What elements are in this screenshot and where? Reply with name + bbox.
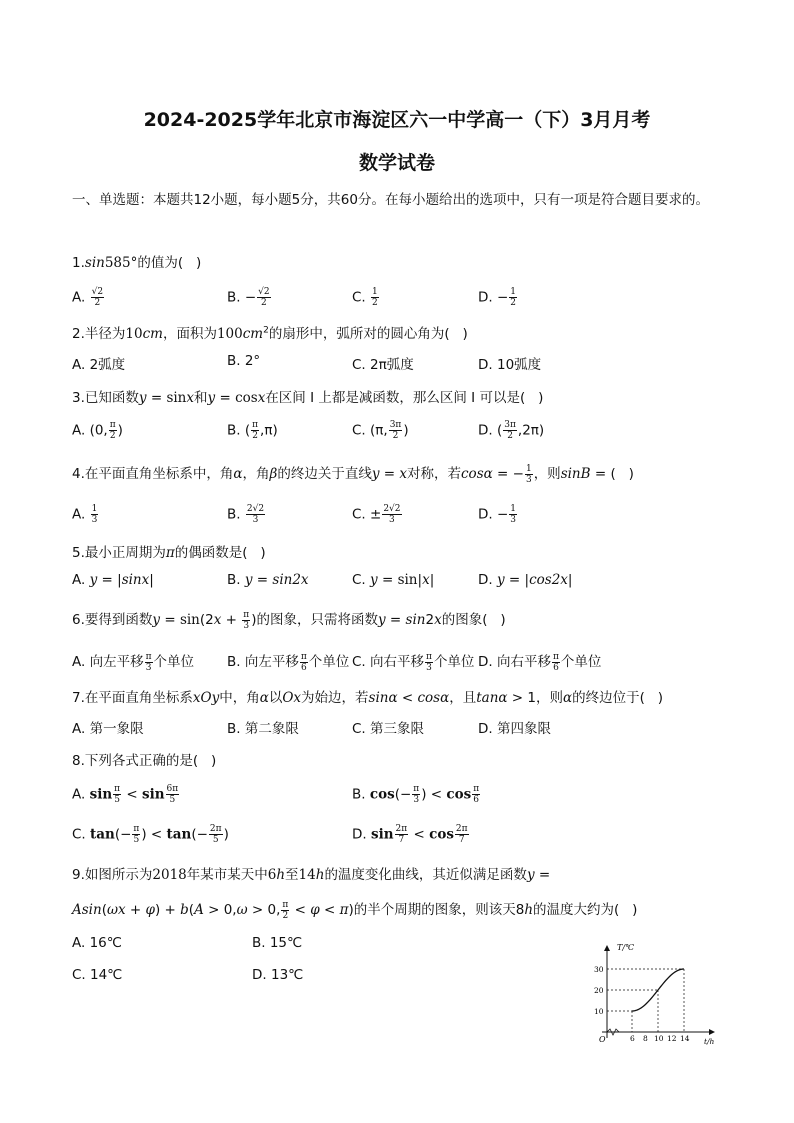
q8-option-b[interactable]: B. cos(− $\frac{\pi}{3}$ ) < cos $\frac{\pi}{6}$	[352, 784, 480, 805]
q5-option-b[interactable]: B. y = sin2x	[227, 572, 309, 588]
x-tick-label: 12	[667, 1034, 677, 1043]
q7-option-b[interactable]: B. 第二象限	[227, 721, 299, 737]
y-tick-label: 20	[594, 986, 604, 995]
q5-option-d[interactable]: D. y = |cos2x|	[478, 572, 573, 588]
q1-option-c[interactable]: C. $\frac{1}{2}$	[352, 287, 378, 308]
q5-option-c[interactable]: C. y = sin|x|	[352, 572, 435, 588]
question-5-stem: 5.最小正周期为π的偶函数是( )	[72, 545, 266, 561]
q6-option-b[interactable]: B. 向左平移 $\frac{\pi}{6}$ 个单位	[227, 651, 350, 673]
q4-option-a[interactable]: A. $\frac{1}{3}$	[72, 504, 98, 525]
page-subtitle: 数学试卷	[358, 152, 435, 174]
q4-option-b[interactable]: B. $\frac{2√2}{3}$	[227, 504, 265, 525]
q2-option-b[interactable]: B. 2°	[227, 353, 261, 369]
x-tick-label: 6	[630, 1034, 635, 1043]
q1-option-d[interactable]: D. − $\frac{1}{2}$	[478, 287, 517, 308]
q6-option-d[interactable]: D. 向右平移 $\frac{\pi}{6}$ 个单位	[478, 651, 602, 673]
question-number: 1.	[72, 255, 85, 271]
x-tick-label: 10	[654, 1034, 664, 1043]
q7-option-a[interactable]: A. 第一象限	[72, 721, 144, 737]
question-9-stem-line1: 9.如图所示为2018年某市某天中6h至14h的温度变化曲线，其近似满足函数y =	[72, 867, 551, 883]
y-tick-label: 30	[594, 965, 604, 974]
page-title: 2024-2025学年北京市海淀区六一中学高一（下）3月月考	[143, 109, 651, 131]
question-8-stem: 8.下列各式正确的是( )	[72, 753, 217, 769]
q2-option-a[interactable]: A. 2弧度	[72, 357, 126, 373]
q5-option-a[interactable]: A. y = |sinx|	[72, 572, 154, 588]
q1-option-b[interactable]: B. − $\frac{√2}{2}$	[227, 287, 270, 308]
section-instructions: 本题共12小题，每小题5分，共60分。在每小题给出的选项中，只有一项是符合题目要求的。	[153, 192, 709, 208]
question-1-stem: 1.sin585°的值为( )	[72, 255, 202, 271]
question-3-stem: 3.已知函数y = sinx和y = cosx在区间 I 上都是减函数，那么区间 I 可以是( )	[72, 390, 544, 406]
question-7-stem: 7.在平面直角坐标系xOy中，角α以Ox为始边，若sinα < cosα，且tanα > 1，则α的终边位于( )	[72, 690, 664, 706]
q7-option-d[interactable]: D. 第四象限	[478, 721, 551, 737]
y-axis-label: T/℃	[617, 943, 634, 952]
q3-option-a[interactable]: A. (0, $\frac{\pi}{2}$ )	[72, 420, 123, 441]
q1-option-a[interactable]: A. $\frac{√2}{2}$	[72, 287, 104, 308]
question-2-stem: 2.半径为10cm，面积为$100cm^2$的扇形中，弧所对的圆心角为( )	[72, 325, 468, 342]
q3-option-b[interactable]: B. ( $\frac{\pi}{2}$ ,π)	[227, 420, 278, 441]
y-tick-label: 10	[594, 1007, 604, 1016]
q9-option-d[interactable]: D. 13℃	[252, 967, 304, 983]
question-9-stem-line2: Asin(ωx + φ) + b(A > 0,ω > 0, $\frac{\pi}{2}$ < φ < π)的半个周期的图象，则该天8h的温度大约为( )	[72, 899, 638, 921]
q8-option-a[interactable]: A. sin $\frac{\pi}{5}$ < sin $\frac{6\pi}{5}$	[72, 784, 179, 805]
q9-option-c[interactable]: C. 14℃	[72, 967, 123, 983]
x-tick-label: 14	[680, 1034, 690, 1043]
q3-option-d[interactable]: D. ( $\frac{3\pi}{2}$ ,2π)	[478, 420, 545, 441]
temperature-chart	[588, 940, 720, 1050]
q8-option-d[interactable]: D. sin $\frac{2\pi}{7}$ < cos $\frac{2\pi}{7}$	[352, 824, 468, 845]
section-label: 一、单选题：	[72, 192, 153, 208]
question-4-stem: 4.在平面直角坐标系中，角α，角β的终边关于直线y = x对称，若cosα = − $\frac{1}{3}$ ，则sinB = ( )	[72, 463, 634, 485]
q6-option-a[interactable]: A. 向左平移 $\frac{\pi}{3}$ 个单位	[72, 651, 195, 673]
q2-option-c[interactable]: C. 2π弧度	[352, 357, 414, 373]
q4-option-d[interactable]: D. − $\frac{1}{3}$	[478, 504, 517, 525]
q2-option-d[interactable]: D. 10弧度	[478, 357, 542, 373]
q9-option-b[interactable]: B. 15℃	[252, 935, 303, 951]
origin-label: O	[599, 1035, 606, 1044]
x-axis-label: t/h	[704, 1037, 715, 1046]
x-tick-label: 8	[643, 1034, 648, 1043]
q4-option-c[interactable]: C. ± $\frac{2√2}{3}$	[352, 504, 401, 525]
q6-option-c[interactable]: C. 向右平移 $\frac{\pi}{3}$ 个单位	[352, 651, 475, 673]
section-heading	[72, 187, 732, 214]
q8-option-c[interactable]: C. tan(− $\frac{\pi}{5}$ ) < tan(− $\frac{2\pi}{5}$ )	[72, 824, 229, 845]
q7-option-c[interactable]: C. 第三象限	[352, 721, 425, 737]
q3-option-c[interactable]: C. (π, $\frac{3\pi}{2}$ )	[352, 420, 409, 441]
question-6-stem: 6.要得到函数y = sin(2x + $\frac{\pi}{3}$ )的图象，只需将函数y = sin2x的图象( )	[72, 609, 506, 631]
q9-option-a[interactable]: A. 16℃	[72, 935, 122, 951]
